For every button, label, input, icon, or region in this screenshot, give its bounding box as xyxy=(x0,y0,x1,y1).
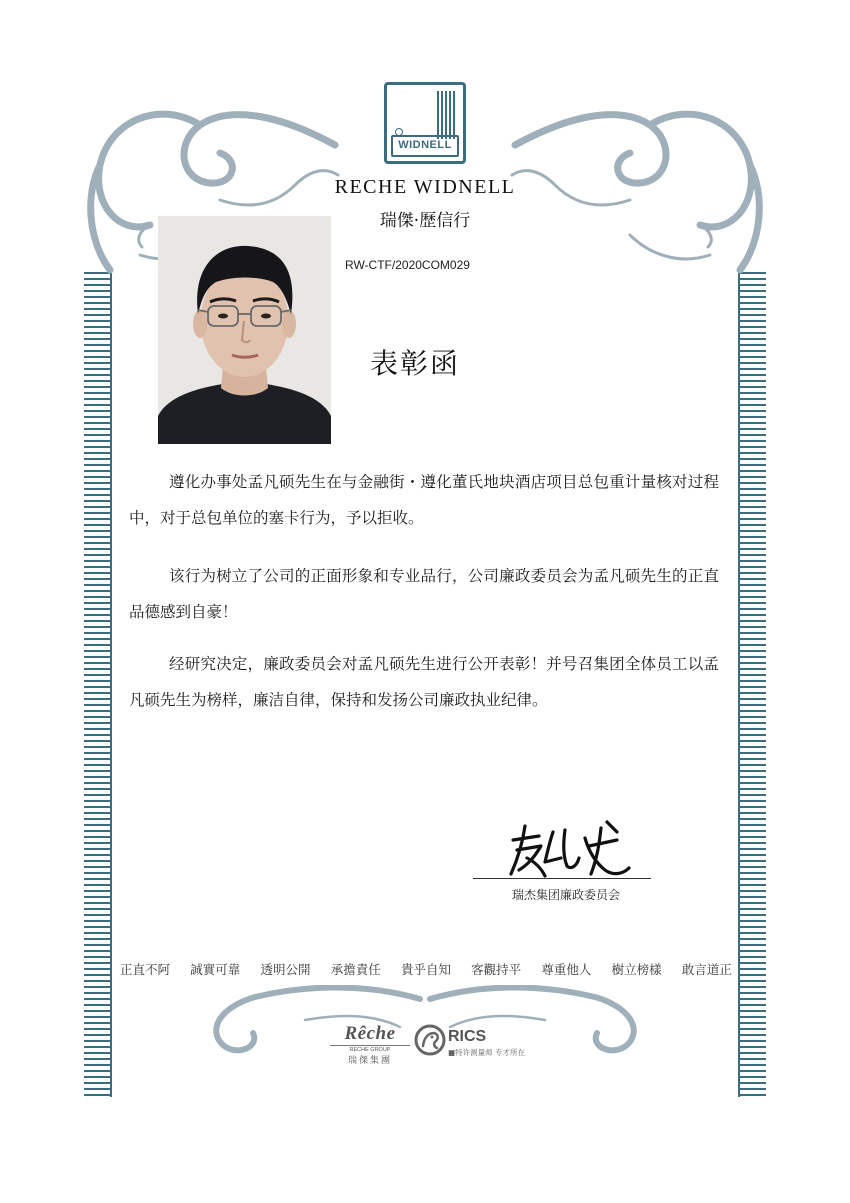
company-name-chinese: 瑞傑·歷信行 xyxy=(379,211,471,231)
reche-wordmark: Rêche xyxy=(344,1023,396,1044)
reche-group-label: RECHE GROUP xyxy=(330,1045,410,1053)
reche-group-logo xyxy=(330,1024,410,1066)
rics-wordmark: RICS xyxy=(448,1028,487,1045)
value-item: 樹立榜樣 xyxy=(611,962,662,977)
body-paragraph-3: 经研究决定，廉政委员会对孟凡硕先生进行公开表彰！并号召集团全体员工以孟凡硕先生为榜样，廉洁自律，保持和发扬公司廉政执业纪律。 xyxy=(129,655,719,709)
body-paragraph-2: 该行为树立了公司的正面形象和专业品行，公司廉政委员会为孟凡硕先生的正直品德感到自豪！ xyxy=(129,567,719,621)
reche-chinese-label: 瑞傑集團 xyxy=(347,1056,392,1066)
value-item: 客觀持平 xyxy=(471,962,522,977)
signature-line xyxy=(473,878,651,879)
certificate-number: RW-CTF/2020COM029 xyxy=(345,258,470,272)
value-item: 正直不阿 xyxy=(120,962,171,977)
body-paragraph-1: 遵化办事处孟凡硕先生在与金融街・遵化董氏地块酒店项目总包重计量核对过程中，对于总包单位的塞卡行为，予以拒收。 xyxy=(129,473,719,527)
rics-subtitle: ■特许测量师 专才所在 xyxy=(448,1048,525,1057)
value-item: 透明公開 xyxy=(260,962,311,977)
corporate-values-row xyxy=(120,960,732,978)
value-item: 誠實可靠 xyxy=(190,962,241,977)
value-item: 敢言道正 xyxy=(681,962,732,977)
right-ruled-border xyxy=(740,272,766,1097)
handwritten-signature xyxy=(505,818,645,880)
logo-bars xyxy=(437,91,457,139)
value-item: 貴乎自知 xyxy=(400,962,451,977)
rics-lion-icon xyxy=(414,1024,446,1056)
value-item: 承擔責任 xyxy=(330,962,381,977)
company-name-english: RECHE WIDNELL xyxy=(334,176,516,198)
logo-wordmark: WIDNELL xyxy=(391,135,459,157)
widnell-logo-icon xyxy=(384,82,466,164)
left-ruled-border xyxy=(84,272,110,1097)
portrait-photo xyxy=(158,216,331,444)
signing-organization: 瑞杰集团廉政委员会 xyxy=(512,888,621,902)
document-title: 表彰函 xyxy=(370,347,461,380)
value-item: 尊重他人 xyxy=(541,962,592,977)
